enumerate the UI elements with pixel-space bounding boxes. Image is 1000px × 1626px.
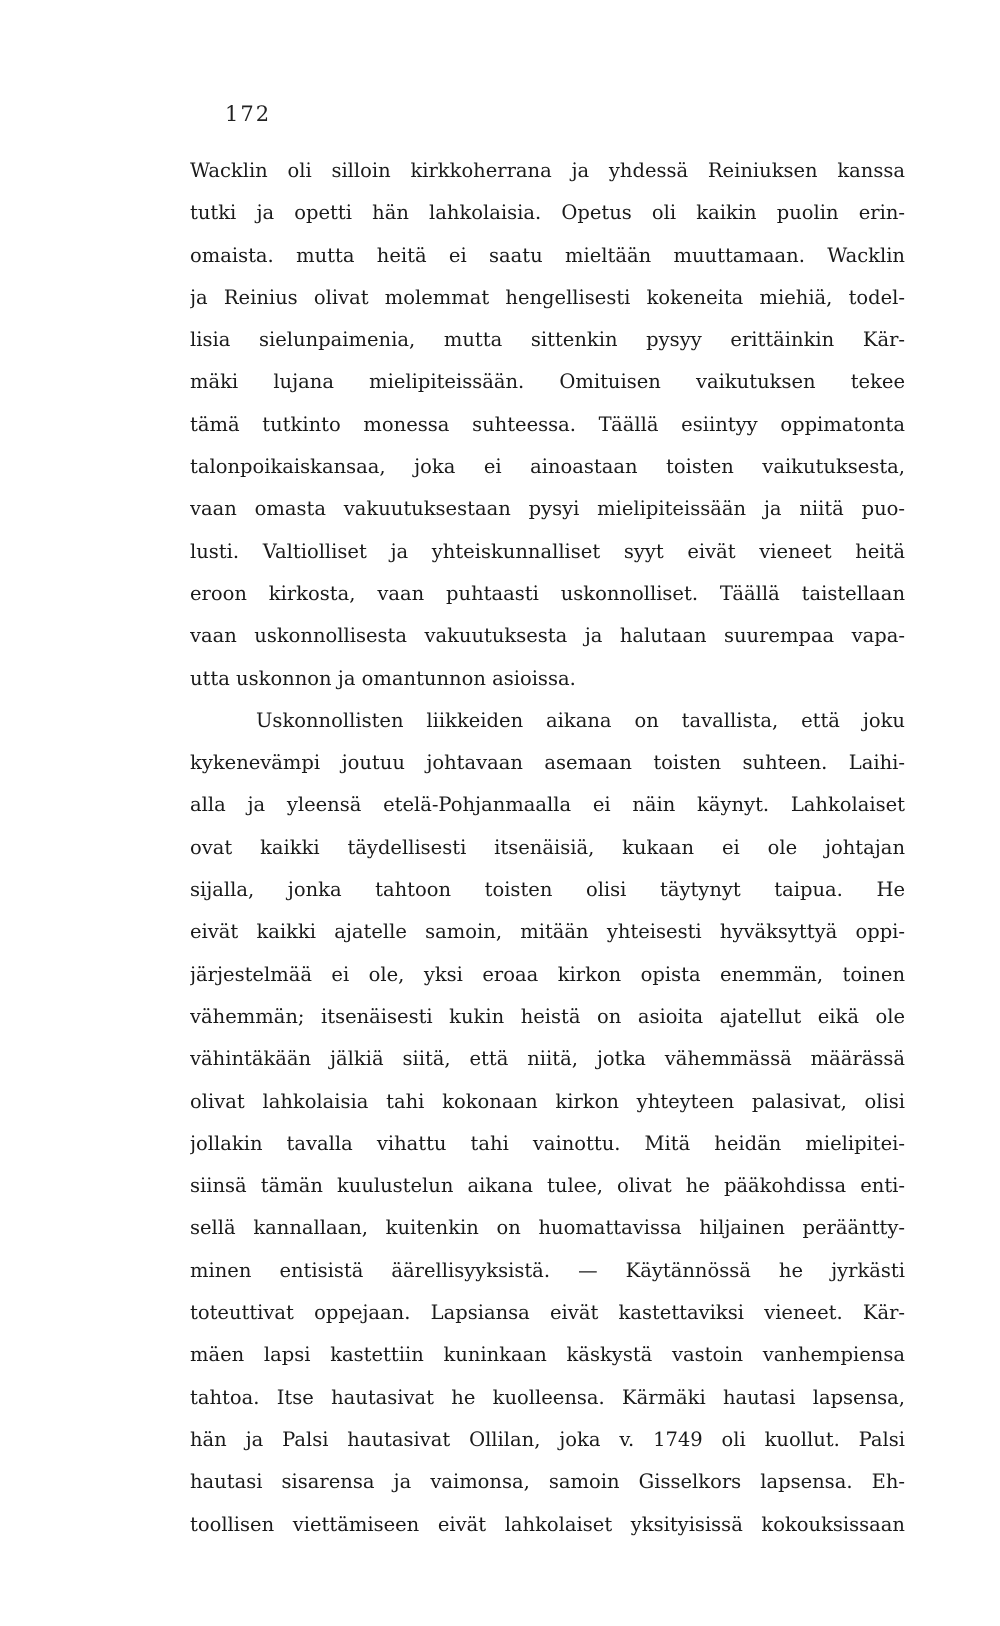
text-line: sijalla, jonka tahtoon toisten olisi täytynyt taipua. He <box>190 878 905 902</box>
text-line: jollakin tavalla vihattu tahi vainottu. Mitä heidän mielipitei- <box>190 1131 905 1155</box>
text-line: tutki ja opetti hän lahkolaisia. Opetus oli kaikin puolin erin- <box>190 201 905 225</box>
text-line: Uskonnollisten liikkeiden aikana on tavallista, että joku <box>256 708 905 732</box>
text-line: vaan uskonnollisesta vakuutuksesta ja halutaan suurempaa vapa- <box>190 624 905 648</box>
body-text <box>190 150 905 1546</box>
text-line: talonpoikaiskansaa, joka ei ainoastaan toisten vaikutuksesta, <box>190 455 905 479</box>
text-line: tahtoa. Itse hautasivat he kuolleensa. Kärmäki hautasi lapsensa, <box>190 1385 905 1409</box>
text-line: tämä tutkinto monessa suhteessa. Täällä esiintyy oppimatonta <box>190 412 905 436</box>
text-line: lisia sielunpaimenia, mutta sittenkin pysyy erittäinkin Kär- <box>190 328 905 352</box>
text-line: omaista. mutta heitä ei saatu mieltään muuttamaan. Wacklin <box>190 243 905 267</box>
text-line: lusti. Valtiolliset ja yhteiskunnalliset syyt eivät vieneet heitä <box>190 539 905 563</box>
text-line: toteuttivat oppejaan. Lapsiansa eivät kastettaviksi vieneet. Kär- <box>190 1301 905 1325</box>
text-line: kykenevämpi joutuu johtavaan asemaan toisten suhteen. Laihi- <box>190 751 905 775</box>
text-line: olivat lahkolaisia tahi kokonaan kirkon yhteyteen palasivat, olisi <box>190 1089 905 1113</box>
page-number: 172 <box>225 102 272 126</box>
text-line: sellä kannallaan, kuitenkin on huomattavissa hiljainen perääntty- <box>190 1216 905 1240</box>
text-line: eroon kirkosta, vaan puhtaasti uskonnolliset. Täällä taistellaan <box>190 581 905 605</box>
text-line: ja Reinius olivat molemmat hengellisesti kokeneita miehiä, todel- <box>190 285 905 309</box>
text-line: hautasi sisarensa ja vaimonsa, samoin Gisselkors lapsensa. Eh- <box>190 1470 905 1494</box>
text-line: siinsä tämän kuulustelun aikana tulee, olivat he pääkohdissa enti- <box>190 1174 905 1198</box>
text-line: vähintäkään jälkiä siitä, että niitä, jotka vähemmässä määrässä <box>190 1047 905 1071</box>
text-line: ovat kaikki täydellisesti itsenäisiä, kukaan ei ole johtajan <box>190 835 905 859</box>
text-line: hän ja Palsi hautasivat Ollilan, joka v. 1749 oli kuollut. Palsi <box>190 1427 905 1451</box>
text-line: alla ja yleensä etelä-Pohjanmaalla ei näin käynyt. Lahkolaiset <box>190 793 905 817</box>
text-line: mäki lujana mielipiteissään. Omituisen vaikutuksen tekee <box>190 370 905 394</box>
text-line: mäen lapsi kastettiin kuninkaan käskystä vastoin vanhempiensa <box>190 1343 905 1367</box>
text-line: vähemmän; itsenäisesti kukin heistä on asioita ajatellut eikä ole <box>190 1004 905 1028</box>
text-line: minen entisistä äärellisyyksistä. — Käytännössä he jyrkästi <box>190 1258 905 1282</box>
text-line: järjestelmää ei ole, yksi eroaa kirkon opista enemmän, toinen <box>190 962 905 986</box>
text-line: utta uskonnon ja omantunnon asioissa. <box>190 666 576 690</box>
text-line: Wacklin oli silloin kirkkoherrana ja yhdessä Reiniuksen kanssa <box>190 159 905 182</box>
text-line: toollisen viettämiseen eivät lahkolaiset yksityisissä kokouksissaan <box>190 1512 905 1536</box>
text-line: eivät kaikki ajatelle samoin, mitään yhteisesti hyväksyttyä oppi- <box>190 920 905 944</box>
text-line: vaan omasta vakuutuksestaan pysyi mielipiteissään ja niitä puo- <box>190 497 905 521</box>
